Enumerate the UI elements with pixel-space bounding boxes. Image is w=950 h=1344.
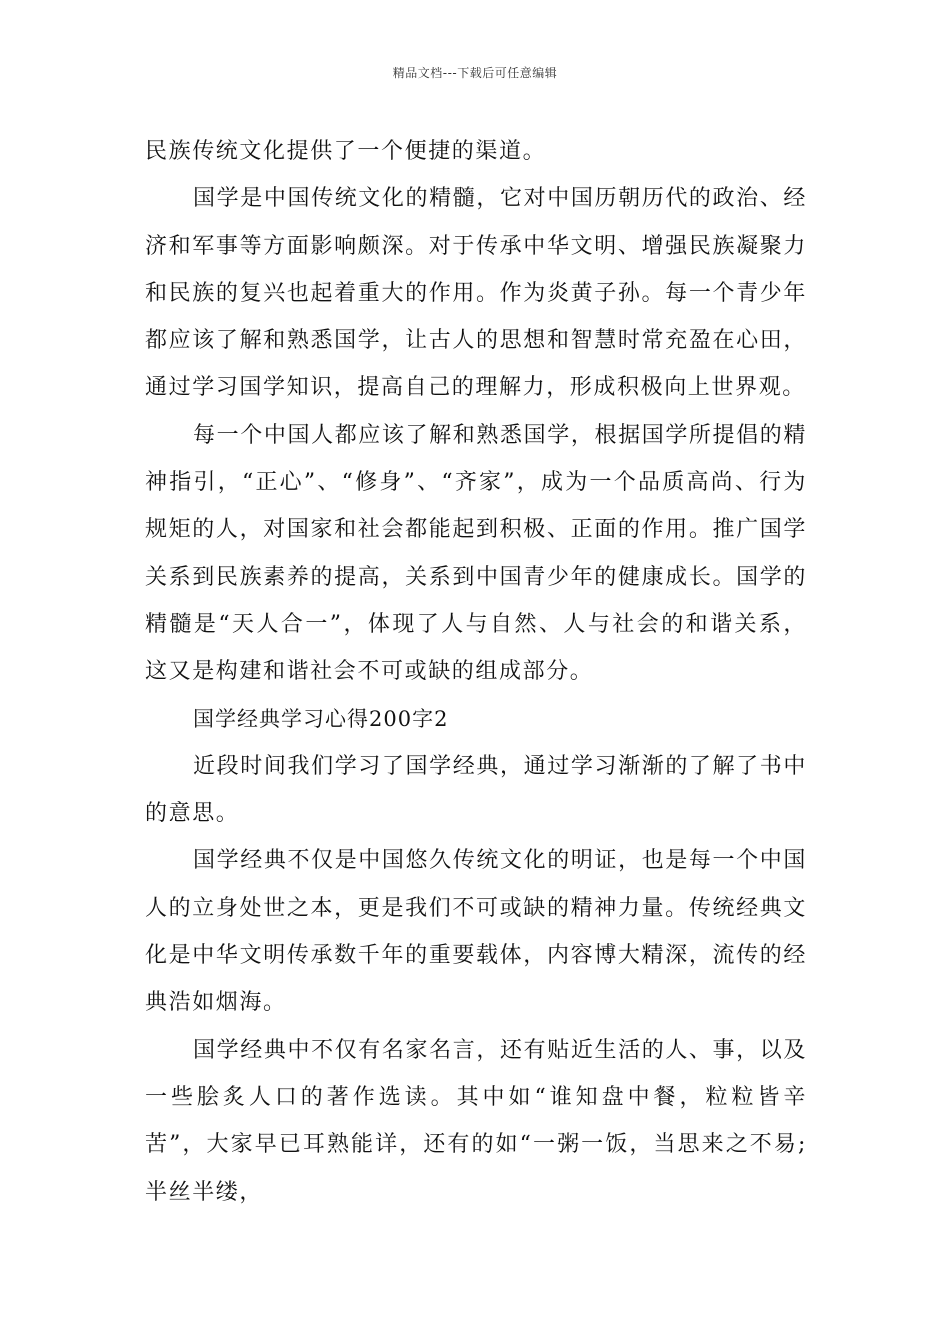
page-header: 精品文档---下载后可任意编辑 — [392, 66, 558, 80]
paragraph-1: 民族传统文化提供了一个便捷的渠道。 — [145, 139, 547, 164]
document-body — [145, 128, 807, 1216]
paragraph-6: 国学经典不仅是中国悠久传统文化的明证，也是每一个中国人的立身处世之本，更是我们不可或缺的精神力量。传统经典文化是中华文明传承数千年的重要载体，内容博大精深，流传的经典浩如烟海。 — [145, 848, 807, 1016]
paragraph-5: 近段时间我们学习了国学经典，通过学习渐渐的了解了书中的意思。 — [145, 753, 807, 827]
paragraph-7: 国学经典中不仅有名家名言，还有贴近生活的人、事，以及一些脍炙人口的著作选读。其中如“谁知盘中餐，粒粒皆辛苦”，大家早已耳熟能详，还有的如“一粥一饭，当思来之不易;半丝半缕， — [145, 1037, 807, 1205]
paragraph-3: 每一个中国人都应该了解和熟悉国学，根据国学所提倡的精神指引，“正心”、“修身”、“齐家”，成为一个品质高尚、行为规矩的人，对国家和社会都能起到积极、正面的作用。推广国学关系到民族素养的提高，关系到中国青少年的健康成长。国学的精髓是“天人合一”，体现了人与自然、人与社会的和谐关系，这又是构建和谐社会不可或缺的组成部分。 — [145, 422, 807, 685]
section-heading: 国学经典学习心得200字2 — [193, 706, 449, 731]
paragraph-2: 国学是中国传统文化的精髓，它对中国历朝历代的政治、经济和军事等方面影响颇深。对于传承中华文明、增强民族凝聚力和民族的复兴也起着重大的作用。作为炎黄子孙。每一个青少年都应该了解和熟悉国学，让古人的思想和智慧时常充盈在心田，通过学习国学知识，提高自己的理解力，形成积极向上世界观。 — [145, 186, 807, 401]
